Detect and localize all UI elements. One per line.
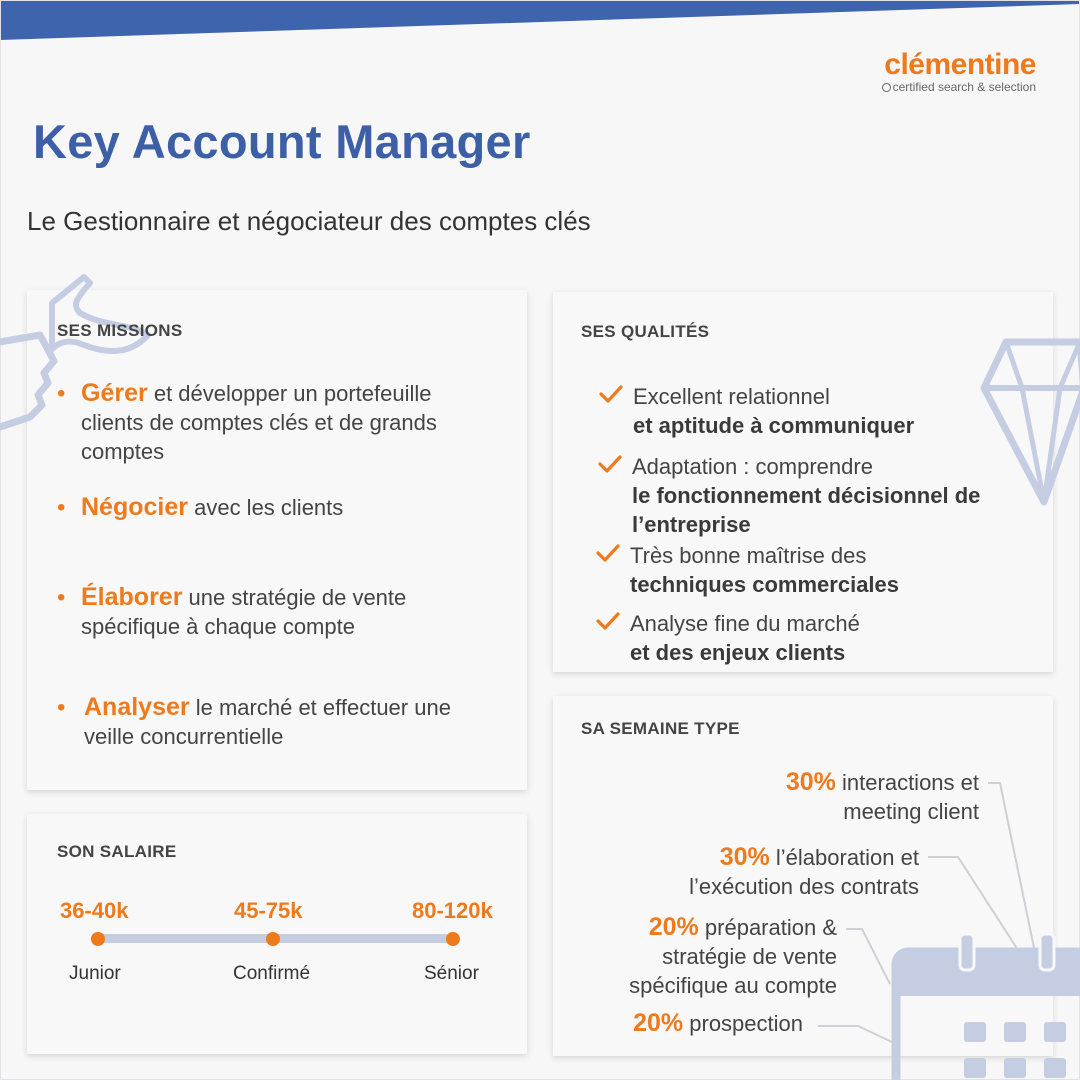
week-item [543,1009,803,1038]
page-subtitle: Le Gestionnaire et négociateur des comptes clés [27,206,591,236]
top-banner [0,0,1080,42]
bullet-icon: • [57,584,66,611]
mission-keyword: Négocier [81,493,188,521]
mission-item-manage [57,379,497,466]
week-title: SA SEMAINE TYPE [581,719,740,738]
mission-item-analyze [57,693,497,751]
quality-item [632,452,1012,539]
quality-emphasis: et des enjeux clients [630,640,846,665]
salary-amount-senior: 80-120k [412,898,493,923]
week-percent: 20% [633,1009,684,1037]
salary-level-confirmed: Confirmé [233,963,311,984]
week-text: prospection [683,1011,803,1036]
quality-emphasis: techniques commerciales [630,572,900,597]
mission-keyword: Analyser [84,693,190,721]
salary-level-junior: Junior [69,963,121,984]
salary-level-senior: Sénior [424,963,479,984]
checkmark-icon [596,543,620,563]
bullet-icon: • [57,494,66,521]
week-text: interactions et meeting client [835,770,979,824]
mission-text: et développer un portefeuille clients de comptes clés et de grands comptes [81,381,437,464]
checkmark-icon [596,611,620,631]
checkmark-icon [599,384,623,404]
salary-dot-junior [91,932,105,946]
mission-text: avec les clients [187,495,344,520]
bullet-icon: • [57,694,66,721]
quality-text: Analyse fine du marché [630,611,860,636]
week-percent: 30% [785,768,836,796]
logo-tagline [882,80,1036,94]
week-item [719,768,979,826]
salary-title: SON SALAIRE [57,842,177,861]
checkmark-icon [598,454,622,474]
logo-name: clémentine [884,48,1036,81]
mission-item-negotiate [57,493,497,522]
calendar-icon [890,930,1080,1080]
qualities-title: SES QUALITÉS [581,322,710,341]
mission-keyword: Élaborer [81,583,183,611]
mission-item-elaborate [57,583,497,641]
quality-emphasis: le fonctionnement décisionnel de l’entreprise [632,483,981,537]
week-text: l’élaboration et l’exécution des contrats [689,845,919,899]
salary-dot-confirmed [266,932,280,946]
logo-tagline-text: certified search & selection [892,80,1036,94]
mission-text: une stratégie de vente spécifique à chaque compte [81,585,407,639]
week-percent: 30% [719,843,770,871]
quality-text: Adaptation : comprendre [632,454,873,479]
logo [882,48,1036,94]
page-title: Key Account Manager [33,115,531,168]
salary-amount-junior: 36-40k [60,898,129,923]
week-item [629,843,919,901]
week-item [577,913,837,1000]
bullet-icon: • [57,380,66,407]
quality-item [630,541,899,599]
quality-text: Excellent relationnel [633,384,830,409]
week-percent: 20% [648,913,699,941]
salary-dot-senior [446,932,460,946]
missions-title: SES MISSIONS [57,321,183,340]
quality-item [633,382,914,440]
salary-amount-confirmed: 45-75k [234,898,303,923]
mission-keyword: Gérer [81,379,148,407]
magnifier-icon [882,83,891,92]
quality-emphasis: et aptitude à communiquer [633,413,915,438]
week-text: préparation & stratégie de vente spécifique au compte [629,915,837,998]
quality-text: Très bonne maîtrise des [630,543,867,568]
mission-text: le marché et effectuer une veille concurrentielle [84,695,451,749]
quality-item [630,609,860,667]
